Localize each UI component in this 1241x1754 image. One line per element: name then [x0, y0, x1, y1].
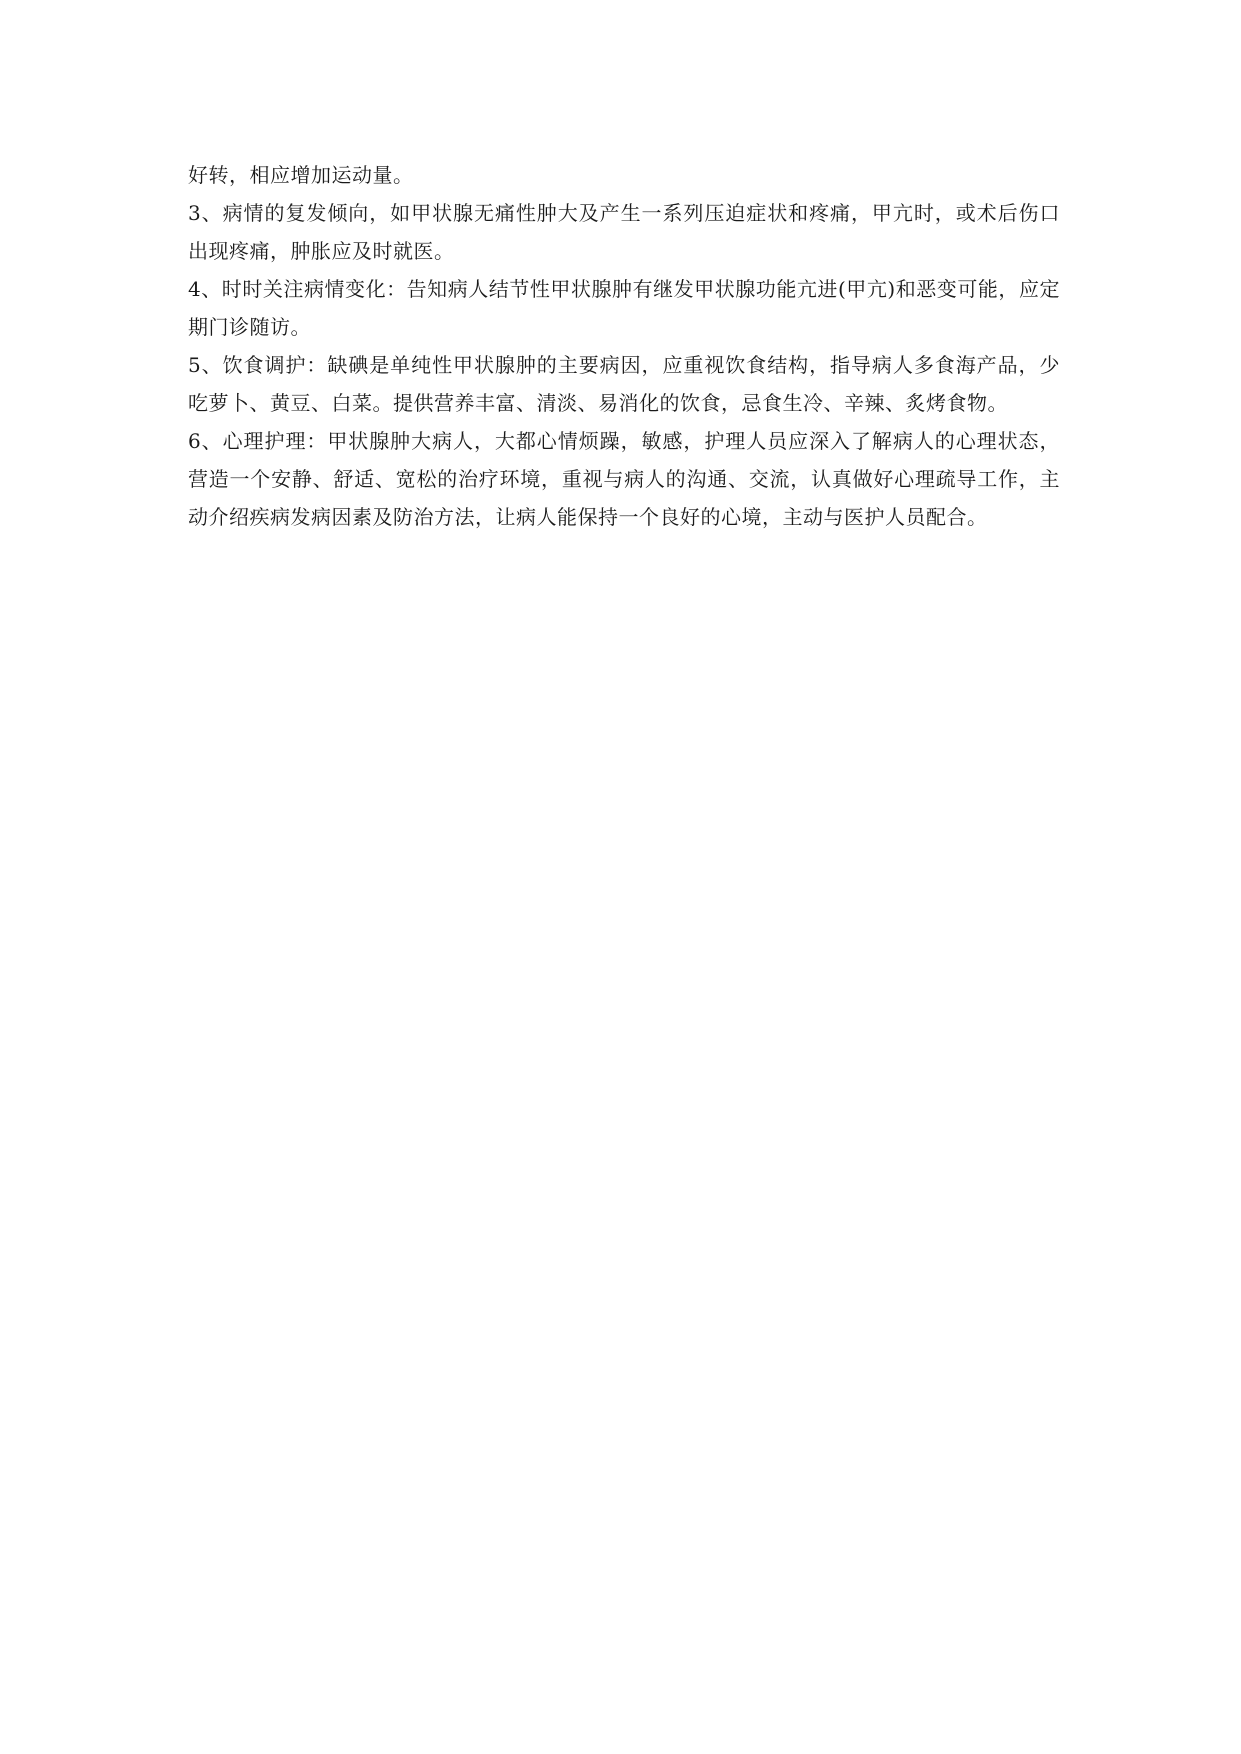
- document-body: [188, 156, 1060, 536]
- paragraph-item-3: 3、病情的复发倾向，如甲状腺无痛性肿大及产生一系列压迫症状和疼痛，甲亢时，或术后伤口出现疼痛，肿胀应及时就医。: [188, 201, 1060, 263]
- paragraph-item-5: 5、饮食调护：缺碘是单纯性甲状腺肿的主要病因，应重视饮食结构，指导病人多食海产品，少吃萝卜、黄豆、白菜。提供营养丰富、清淡、易消化的饮食，忌食生冷、辛辣、炙烤食物。: [188, 353, 1060, 415]
- paragraph-continuation: 好转，相应增加运动量。: [188, 163, 414, 187]
- paragraph-item-6: 6、心理护理：甲状腺肿大病人，大都心情烦躁，敏感，护理人员应深入了解病人的心理状态，营造一个安静、舒适、宽松的治疗环境，重视与病人的沟通、交流，认真做好心理疏导工作，主动介绍疾病发病因素及防治方法，让病人能保持一个良好的心境，主动与医护人员配合。: [188, 429, 1060, 529]
- paragraph-item-4: 4、时时关注病情变化：告知病人结节性甲状腺肿有继发甲状腺功能亢进(甲亢)和恶变可能，应定期门诊随访。: [188, 277, 1060, 339]
